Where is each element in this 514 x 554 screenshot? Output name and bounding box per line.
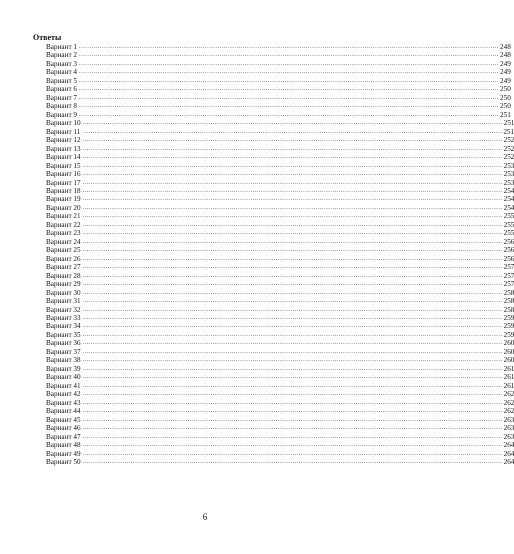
toc-entry-page: 261 bbox=[503, 364, 514, 373]
dot-leader: ........................................................................................................................................................................................................ bbox=[82, 272, 503, 279]
toc-entry bbox=[46, 339, 514, 348]
toc-entry-page: 254 bbox=[503, 195, 514, 204]
dot-leader: ........................................................................................................................................................................................................ bbox=[82, 137, 503, 144]
dot-leader: ........................................................................................................................................................................................................ bbox=[82, 128, 503, 135]
toc-entry-label: Вариант 21 bbox=[46, 212, 81, 221]
dot-leader: ........................................................................................................................................................................................................ bbox=[82, 289, 503, 296]
dot-leader: ........................................................................................................................................................................................................ bbox=[82, 450, 503, 457]
toc-entry bbox=[46, 136, 514, 145]
dot-leader: ........................................................................................................................................................................................................ bbox=[79, 69, 499, 76]
toc-entry-label: Вариант 27 bbox=[46, 263, 81, 272]
toc-entry-page: 263 bbox=[503, 432, 514, 441]
dot-leader: ........................................................................................................................................................................................................ bbox=[79, 77, 499, 84]
dot-leader: ........................................................................................................................................................................................................ bbox=[82, 196, 503, 203]
dot-leader: ........................................................................................................................................................................................................ bbox=[82, 340, 503, 347]
dot-leader: ........................................................................................................................................................................................................ bbox=[82, 162, 503, 169]
toc-entry-label: Вариант 37 bbox=[46, 347, 81, 356]
dot-leader: ........................................................................................................................................................................................................ bbox=[82, 458, 503, 465]
toc-entry-label: Вариант 20 bbox=[46, 203, 81, 212]
dot-leader: ........................................................................................................................................................................................................ bbox=[79, 111, 499, 118]
dot-leader: ........................................................................................................................................................................................................ bbox=[79, 103, 499, 110]
toc-entry bbox=[46, 127, 514, 136]
toc-entry-page: 261 bbox=[503, 381, 514, 390]
toc-entry-page: 262 bbox=[503, 390, 514, 399]
toc-entry-page: 252 bbox=[503, 144, 514, 153]
toc-entry-label: Вариант 3 bbox=[46, 59, 77, 68]
toc-entry-page: 253 bbox=[503, 178, 514, 187]
toc-entry-label: Вариант 7 bbox=[46, 93, 77, 102]
toc-entry-label: Вариант 40 bbox=[46, 373, 81, 382]
toc-entry-page: 263 bbox=[503, 415, 514, 424]
toc-entry-page: 263 bbox=[503, 424, 514, 433]
toc-entry-label: Вариант 33 bbox=[46, 314, 81, 322]
toc-entry bbox=[46, 43, 511, 51]
toc-entry bbox=[46, 186, 514, 195]
toc-entry bbox=[46, 390, 514, 399]
toc-entry bbox=[46, 85, 511, 94]
toc-entry-label: Вариант 45 bbox=[46, 415, 81, 424]
toc-entry-label: Вариант 35 bbox=[46, 330, 81, 339]
toc-entry-page: 264 bbox=[503, 449, 514, 458]
toc-entry-page: 256 bbox=[503, 246, 514, 255]
dot-leader: ........................................................................................................................................................................................................ bbox=[82, 281, 503, 288]
toc-entry bbox=[46, 254, 514, 263]
toc-entry-label: Вариант 25 bbox=[46, 246, 81, 255]
toc-entry-page: 264 bbox=[503, 457, 514, 466]
dot-leader: ........................................................................................................................................................................................................ bbox=[82, 416, 503, 423]
toc-entry bbox=[46, 59, 511, 68]
toc-entry bbox=[46, 220, 514, 229]
dot-leader: ........................................................................................................................................................................................................ bbox=[82, 187, 503, 194]
toc-entry-label: Вариант 18 bbox=[46, 186, 81, 195]
toc-entry bbox=[46, 373, 514, 382]
toc-entry-page: 250 bbox=[500, 85, 511, 94]
toc-entry bbox=[46, 449, 514, 458]
dot-leader: ........................................................................................................................................................................................................ bbox=[79, 60, 499, 67]
toc-entry-page: 257 bbox=[503, 280, 514, 289]
toc-entry-label: Вариант 34 bbox=[46, 322, 81, 331]
toc-entry bbox=[46, 415, 514, 424]
toc-entry-page: 258 bbox=[503, 288, 514, 297]
dot-leader: ........................................................................................................................................................................................................ bbox=[82, 323, 503, 330]
toc-entry bbox=[46, 381, 514, 390]
toc-entry bbox=[46, 398, 514, 407]
dot-leader: ........................................................................................................................................................................................................ bbox=[82, 399, 503, 406]
dot-leader: ........................................................................................................................................................................................................ bbox=[82, 120, 503, 127]
toc-entry-label: Вариант 5 bbox=[46, 76, 77, 85]
dot-leader: ........................................................................................................................................................................................................ bbox=[82, 357, 503, 364]
toc-entry bbox=[46, 144, 514, 153]
toc-entry-label: Вариант 4 bbox=[46, 68, 77, 77]
toc-entry bbox=[46, 246, 514, 255]
dot-leader: ........................................................................................................................................................................................................ bbox=[82, 145, 503, 152]
toc-entry-page: 252 bbox=[503, 136, 514, 145]
toc-entry-page: 256 bbox=[503, 237, 514, 246]
toc-entry bbox=[46, 237, 514, 246]
toc-entry-label: Вариант 32 bbox=[46, 305, 81, 314]
toc-entry-page: 255 bbox=[503, 212, 514, 221]
toc-entry bbox=[46, 110, 511, 119]
toc-entry bbox=[46, 76, 511, 85]
toc-entry-page: 249 bbox=[500, 68, 511, 77]
toc-entry-page: 259 bbox=[503, 322, 514, 331]
dot-leader: ........................................................................................................................................................................................................ bbox=[79, 52, 499, 59]
section-title: Ответы bbox=[33, 33, 62, 42]
dot-leader: ........................................................................................................................................................................................................ bbox=[82, 221, 503, 228]
toc-entry bbox=[46, 161, 514, 170]
toc-entry bbox=[46, 432, 514, 441]
toc-entry-label: Вариант 48 bbox=[46, 441, 81, 450]
dot-leader: ........................................................................................................................................................................................................ bbox=[82, 298, 503, 305]
toc-entry bbox=[46, 153, 514, 162]
dot-leader: ........................................................................................................................................................................................................ bbox=[82, 238, 503, 245]
toc-entry-label: Вариант 50 bbox=[46, 457, 81, 466]
toc-entry bbox=[46, 322, 514, 331]
toc-entry-page: 251 bbox=[500, 110, 511, 119]
toc-entry bbox=[46, 441, 514, 450]
toc-entry-page: 248 bbox=[500, 51, 511, 60]
toc-entry bbox=[46, 407, 514, 416]
toc-entry-label: Вариант 22 bbox=[46, 220, 81, 229]
toc-entry-page: 257 bbox=[503, 271, 514, 280]
toc-entry-page: 250 bbox=[500, 93, 511, 102]
toc-entry-label: Вариант 9 bbox=[46, 110, 77, 119]
dot-leader: ........................................................................................................................................................................................................ bbox=[82, 230, 503, 237]
toc-entry bbox=[46, 424, 514, 433]
toc-entry-label: Вариант 36 bbox=[46, 339, 81, 348]
toc-entry-label: Вариант 47 bbox=[46, 432, 81, 441]
toc-entry bbox=[46, 229, 514, 238]
toc-entry bbox=[46, 51, 511, 60]
dot-leader: ........................................................................................................................................................................................................ bbox=[82, 171, 503, 178]
toc-entry-label: Вариант 44 bbox=[46, 407, 81, 416]
toc-entry-page: 260 bbox=[503, 356, 514, 365]
toc-entry bbox=[46, 364, 514, 373]
dot-leader: ........................................................................................................................................................................................................ bbox=[82, 204, 503, 211]
toc-entry-page: 262 bbox=[503, 407, 514, 416]
toc-entry bbox=[46, 212, 514, 221]
toc-entry bbox=[46, 305, 514, 314]
toc-entry bbox=[46, 102, 511, 111]
toc-entry-label: Вариант 28 bbox=[46, 271, 81, 280]
toc-entry-page: 253 bbox=[503, 161, 514, 170]
toc-entry-page: 258 bbox=[503, 305, 514, 314]
toc-entry-page: 251 bbox=[503, 119, 514, 128]
toc-entry-page: 251 bbox=[503, 127, 514, 136]
table-of-contents bbox=[46, 43, 514, 466]
dot-leader: ........................................................................................................................................................................................................ bbox=[82, 213, 503, 220]
toc-entry-page: 259 bbox=[503, 314, 514, 322]
toc-entry bbox=[46, 356, 514, 365]
toc-entry-label: Вариант 17 bbox=[46, 178, 81, 187]
toc-entry bbox=[46, 280, 514, 289]
dot-leader: ........................................................................................................................................................................................................ bbox=[82, 247, 503, 254]
dot-leader: ........................................................................................................................................................................................................ bbox=[79, 86, 499, 93]
toc-entry-page: 249 bbox=[500, 59, 511, 68]
toc-entry-label: Вариант 24 bbox=[46, 237, 81, 246]
toc-entry-page: 254 bbox=[503, 186, 514, 195]
toc-entry bbox=[46, 288, 514, 297]
toc-entry-label: Вариант 10 bbox=[46, 119, 81, 128]
toc-entry-page: 248 bbox=[500, 43, 511, 51]
toc-entry-page: 252 bbox=[503, 153, 514, 162]
dot-leader: ........................................................................................................................................................................................................ bbox=[79, 94, 499, 101]
toc-entry-label: Вариант 11 bbox=[46, 127, 81, 136]
toc-entry bbox=[46, 330, 514, 339]
toc-entry-label: Вариант 13 bbox=[46, 144, 81, 153]
toc-entry-label: Вариант 42 bbox=[46, 390, 81, 399]
toc-entry-page: 250 bbox=[500, 102, 511, 111]
dot-leader: ........................................................................................................................................................................................................ bbox=[82, 255, 503, 262]
toc-entry-label: Вариант 29 bbox=[46, 280, 81, 289]
toc-entry-label: Вариант 49 bbox=[46, 449, 81, 458]
dot-leader: ........................................................................................................................................................................................................ bbox=[82, 315, 503, 321]
toc-entry-label: Вариант 19 bbox=[46, 195, 81, 204]
dot-leader: ........................................................................................................................................................................................................ bbox=[82, 408, 503, 415]
toc-entry bbox=[46, 314, 514, 322]
toc-entry-page: 259 bbox=[503, 330, 514, 339]
toc-entry-label: Вариант 31 bbox=[46, 297, 81, 306]
dot-leader: ........................................................................................................................................................................................................ bbox=[82, 433, 503, 440]
toc-entry-label: Вариант 2 bbox=[46, 51, 77, 60]
toc-entry-page: 249 bbox=[500, 76, 511, 85]
toc-entry-page: 260 bbox=[503, 347, 514, 356]
toc-entry-label: Вариант 16 bbox=[46, 170, 81, 179]
toc-entry-page: 264 bbox=[503, 441, 514, 450]
dot-leader: ........................................................................................................................................................................................................ bbox=[82, 442, 503, 449]
toc-entry-label: Вариант 6 bbox=[46, 85, 77, 94]
toc-entry-label: Вариант 15 bbox=[46, 161, 81, 170]
toc-entry bbox=[46, 203, 514, 212]
toc-entry-label: Вариант 43 bbox=[46, 398, 81, 407]
toc-entry-label: Вариант 14 bbox=[46, 153, 81, 162]
toc-entry bbox=[46, 457, 514, 466]
dot-leader: ........................................................................................................................................................................................................ bbox=[82, 154, 503, 161]
toc-entry-page: 258 bbox=[503, 297, 514, 306]
toc-entry-page: 255 bbox=[503, 220, 514, 229]
toc-entry-page: 261 bbox=[503, 373, 514, 382]
toc-entry-label: Вариант 46 bbox=[46, 424, 81, 433]
toc-entry bbox=[46, 178, 514, 187]
dot-leader: ........................................................................................................................................................................................................ bbox=[82, 306, 503, 313]
dot-leader: ........................................................................................................................................................................................................ bbox=[82, 179, 503, 186]
dot-leader: ........................................................................................................................................................................................................ bbox=[82, 374, 503, 381]
dot-leader: ........................................................................................................................................................................................................ bbox=[82, 348, 503, 355]
toc-entry bbox=[46, 119, 514, 128]
toc-entry bbox=[46, 271, 514, 280]
toc-entry-label: Вариант 38 bbox=[46, 356, 81, 365]
toc-entry-label: Вариант 8 bbox=[46, 102, 77, 111]
dot-leader: ........................................................................................................................................................................................................ bbox=[82, 382, 503, 389]
toc-entry-label: Вариант 26 bbox=[46, 254, 81, 263]
toc-entry-label: Вариант 23 bbox=[46, 229, 81, 238]
toc-entry bbox=[46, 68, 511, 77]
toc-entry-page: 253 bbox=[503, 170, 514, 179]
dot-leader: ........................................................................................................................................................................................................ bbox=[82, 425, 503, 432]
toc-entry-label: Вариант 1 bbox=[46, 43, 77, 51]
toc-entry-label: Вариант 30 bbox=[46, 288, 81, 297]
toc-entry-page: 254 bbox=[503, 203, 514, 212]
toc-entry bbox=[46, 195, 514, 204]
toc-entry bbox=[46, 170, 514, 179]
toc-entry-label: Вариант 39 bbox=[46, 364, 81, 373]
toc-entry-page: 262 bbox=[503, 398, 514, 407]
toc-entry-label: Вариант 12 bbox=[46, 136, 81, 145]
toc-entry-label: Вариант 41 bbox=[46, 381, 81, 390]
toc-entry bbox=[46, 347, 514, 356]
toc-entry bbox=[46, 263, 514, 272]
toc-entry-page: 257 bbox=[503, 263, 514, 272]
dot-leader: ........................................................................................................................................................................................................ bbox=[82, 331, 503, 338]
dot-leader: ........................................................................................................................................................................................................ bbox=[82, 264, 503, 271]
toc-entry bbox=[46, 93, 511, 102]
toc-entry-page: 255 bbox=[503, 229, 514, 238]
dot-leader: ........................................................................................................................................................................................................ bbox=[79, 44, 499, 50]
toc-entry bbox=[46, 297, 514, 306]
dot-leader: ........................................................................................................................................................................................................ bbox=[82, 391, 503, 398]
toc-entry-page: 260 bbox=[503, 339, 514, 348]
dot-leader: ........................................................................................................................................................................................................ bbox=[82, 365, 503, 372]
page-number: 6 bbox=[202, 512, 208, 522]
toc-entry-page: 256 bbox=[503, 254, 514, 263]
